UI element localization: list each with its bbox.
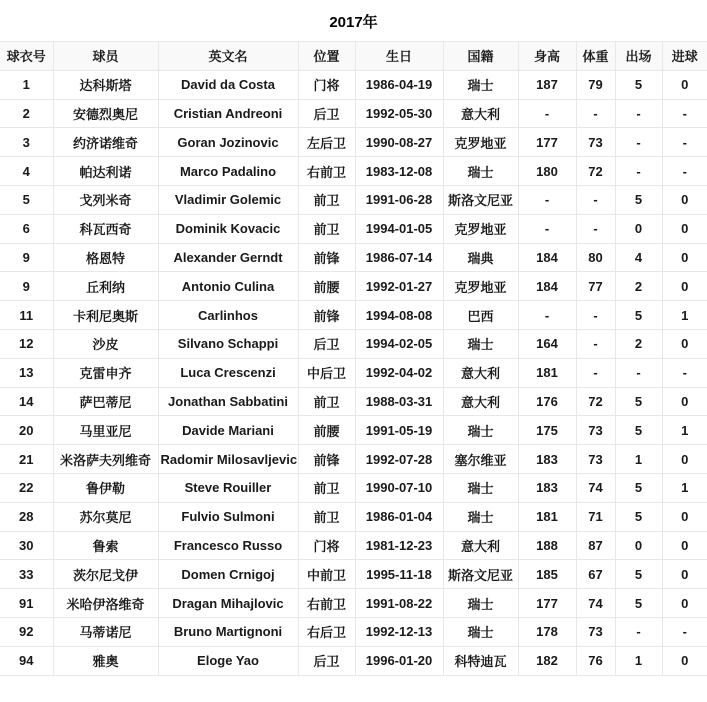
- table-cell: 181: [518, 502, 576, 531]
- table-cell: -: [576, 301, 615, 330]
- table-cell: 意大利: [443, 358, 518, 387]
- table-cell: 0: [662, 502, 707, 531]
- table-cell: 4: [615, 243, 662, 272]
- table-cell: 瑞士: [443, 617, 518, 646]
- table-cell: 5: [615, 589, 662, 618]
- table-cell: 前腰: [298, 416, 355, 445]
- table-cell: -: [518, 99, 576, 128]
- table-cell: 177: [518, 589, 576, 618]
- table-cell: 0: [662, 272, 707, 301]
- table-cell: -: [615, 128, 662, 157]
- table-row: [0, 128, 707, 157]
- table-cell: 72: [576, 157, 615, 186]
- table-cell: 1992-12-13: [355, 617, 443, 646]
- table-row: [0, 589, 707, 618]
- table-cell: 雅奥: [53, 646, 158, 675]
- table-cell: 14: [0, 387, 53, 416]
- table-cell: 达科斯塔: [53, 70, 158, 99]
- table-cell: 21: [0, 445, 53, 474]
- table-cell: 30: [0, 531, 53, 560]
- table-cell: 2: [615, 272, 662, 301]
- table-cell: 1991-08-22: [355, 589, 443, 618]
- table-cell: 1988-03-31: [355, 387, 443, 416]
- table-cell: 72: [576, 387, 615, 416]
- table-cell: 5: [615, 473, 662, 502]
- table-cell: 前锋: [298, 301, 355, 330]
- table-cell: 73: [576, 128, 615, 157]
- table-cell: 马里亚尼: [53, 416, 158, 445]
- table-cell: 左后卫: [298, 128, 355, 157]
- table-cell: 克雷申齐: [53, 358, 158, 387]
- table-cell: 瑞士: [443, 473, 518, 502]
- table-row: [0, 70, 707, 99]
- table-cell: Eloge Yao: [158, 646, 298, 675]
- table-cell: 意大利: [443, 387, 518, 416]
- table-cell: 斯洛文尼亚: [443, 185, 518, 214]
- table-cell: 4: [0, 157, 53, 186]
- table-cell: 前卫: [298, 502, 355, 531]
- table-cell: -: [576, 358, 615, 387]
- table-cell: 5: [615, 416, 662, 445]
- table-cell: 1992-01-27: [355, 272, 443, 301]
- table-cell: 1981-12-23: [355, 531, 443, 560]
- table-cell: 0: [615, 531, 662, 560]
- table-cell: 0: [662, 646, 707, 675]
- table-cell: 177: [518, 128, 576, 157]
- table-cell: -: [662, 128, 707, 157]
- table-cell: -: [518, 301, 576, 330]
- table-cell: David da Costa: [158, 70, 298, 99]
- table-row: [0, 473, 707, 502]
- table-cell: 0: [662, 387, 707, 416]
- table-cell: 安德烈奥尼: [53, 99, 158, 128]
- table-cell: 前卫: [298, 473, 355, 502]
- column-header: 生日: [355, 42, 443, 71]
- roster-table: [0, 41, 707, 676]
- table-cell: 79: [576, 70, 615, 99]
- table-cell: Antonio Culina: [158, 272, 298, 301]
- table-cell: 鲁伊勒: [53, 473, 158, 502]
- table-cell: 73: [576, 617, 615, 646]
- table-cell: 卡利尼奥斯: [53, 301, 158, 330]
- table-cell: 164: [518, 329, 576, 358]
- table-row: [0, 214, 707, 243]
- table-cell: 0: [662, 70, 707, 99]
- table-cell: 门将: [298, 531, 355, 560]
- table-cell: Bruno Martignoni: [158, 617, 298, 646]
- table-cell: Dominik Kovacic: [158, 214, 298, 243]
- table-cell: 马蒂诺尼: [53, 617, 158, 646]
- table-cell: 克罗地亚: [443, 272, 518, 301]
- table-cell: 67: [576, 560, 615, 589]
- table-cell: 斯洛文尼亚: [443, 560, 518, 589]
- table-cell: 1992-05-30: [355, 99, 443, 128]
- table-cell: 前卫: [298, 387, 355, 416]
- table-cell: 183: [518, 473, 576, 502]
- table-cell: Davide Mariani: [158, 416, 298, 445]
- table-cell: 182: [518, 646, 576, 675]
- table-cell: 184: [518, 243, 576, 272]
- table-cell: 5: [615, 70, 662, 99]
- table-cell: 前锋: [298, 243, 355, 272]
- table-cell: 1: [0, 70, 53, 99]
- table-cell: 1994-01-05: [355, 214, 443, 243]
- column-header: 位置: [298, 42, 355, 71]
- column-header: 进球: [662, 42, 707, 71]
- table-cell: -: [615, 617, 662, 646]
- table-cell: 5: [615, 185, 662, 214]
- table-row: [0, 445, 707, 474]
- table-cell: 1990-07-10: [355, 473, 443, 502]
- table-cell: 175: [518, 416, 576, 445]
- table-row: [0, 416, 707, 445]
- table-cell: 1986-04-19: [355, 70, 443, 99]
- table-cell: 1991-06-28: [355, 185, 443, 214]
- table-cell: 约济诺维奇: [53, 128, 158, 157]
- table-cell: -: [576, 214, 615, 243]
- table-row: [0, 617, 707, 646]
- table-cell: 0: [662, 531, 707, 560]
- table-cell: Francesco Russo: [158, 531, 298, 560]
- table-cell: 1991-05-19: [355, 416, 443, 445]
- table-row: [0, 502, 707, 531]
- table-cell: 178: [518, 617, 576, 646]
- table-cell: 6: [0, 214, 53, 243]
- table-cell: 米哈伊洛维奇: [53, 589, 158, 618]
- table-cell: 22: [0, 473, 53, 502]
- table-cell: 1: [615, 646, 662, 675]
- table-cell: 5: [615, 502, 662, 531]
- table-cell: 丘利纳: [53, 272, 158, 301]
- table-cell: 187: [518, 70, 576, 99]
- table-cell: -: [615, 358, 662, 387]
- table-row: [0, 185, 707, 214]
- table-cell: 前卫: [298, 214, 355, 243]
- table-row: [0, 358, 707, 387]
- table-cell: -: [518, 214, 576, 243]
- table-cell: Vladimir Golemic: [158, 185, 298, 214]
- table-cell: 20: [0, 416, 53, 445]
- table-cell: 萨巴蒂尼: [53, 387, 158, 416]
- table-cell: 0: [662, 214, 707, 243]
- table-body: [0, 70, 707, 675]
- table-cell: 1986-01-04: [355, 502, 443, 531]
- table-cell: Fulvio Sulmoni: [158, 502, 298, 531]
- table-cell: 87: [576, 531, 615, 560]
- table-cell: 格恩特: [53, 243, 158, 272]
- column-header: 体重: [576, 42, 615, 71]
- table-cell: Carlinhos: [158, 301, 298, 330]
- column-header: 英文名: [158, 42, 298, 71]
- table-row: [0, 531, 707, 560]
- table-cell: -: [576, 185, 615, 214]
- table-cell: Marco Padalino: [158, 157, 298, 186]
- table-cell: -: [576, 329, 615, 358]
- table-cell: 茨尔尼戈伊: [53, 560, 158, 589]
- table-cell: Steve Rouiller: [158, 473, 298, 502]
- table-cell: 1996-01-20: [355, 646, 443, 675]
- table-cell: Alexander Gerndt: [158, 243, 298, 272]
- table-cell: 1: [615, 445, 662, 474]
- table-cell: 1: [662, 301, 707, 330]
- table-cell: 1: [662, 473, 707, 502]
- table-cell: 瑞典: [443, 243, 518, 272]
- table-cell: 1983-12-08: [355, 157, 443, 186]
- table-cell: 73: [576, 445, 615, 474]
- table-cell: 前卫: [298, 185, 355, 214]
- table-cell: Cristian Andreoni: [158, 99, 298, 128]
- table-cell: 188: [518, 531, 576, 560]
- table-cell: 176: [518, 387, 576, 416]
- table-cell: 5: [615, 387, 662, 416]
- table-cell: 瑞士: [443, 502, 518, 531]
- table-cell: 0: [662, 243, 707, 272]
- table-cell: Jonathan Sabbatini: [158, 387, 298, 416]
- table-cell: 0: [662, 560, 707, 589]
- table-cell: 5: [615, 301, 662, 330]
- table-cell: 185: [518, 560, 576, 589]
- table-row: [0, 387, 707, 416]
- table-cell: 右前卫: [298, 157, 355, 186]
- table-cell: 帕达利诺: [53, 157, 158, 186]
- table-cell: Domen Crnigoj: [158, 560, 298, 589]
- table-cell: 塞尔维亚: [443, 445, 518, 474]
- table-cell: 5: [615, 560, 662, 589]
- table-cell: 77: [576, 272, 615, 301]
- table-cell: 76: [576, 646, 615, 675]
- table-cell: 中后卫: [298, 358, 355, 387]
- table-row: [0, 646, 707, 675]
- table-cell: 沙皮: [53, 329, 158, 358]
- table-cell: 1992-04-02: [355, 358, 443, 387]
- table-cell: 鲁索: [53, 531, 158, 560]
- table-cell: 12: [0, 329, 53, 358]
- table-cell: 克罗地亚: [443, 214, 518, 243]
- table-row: [0, 560, 707, 589]
- table-cell: 1992-07-28: [355, 445, 443, 474]
- table-cell: 瑞士: [443, 70, 518, 99]
- table-row: [0, 272, 707, 301]
- table-cell: 74: [576, 473, 615, 502]
- table-cell: -: [576, 99, 615, 128]
- table-cell: 右前卫: [298, 589, 355, 618]
- column-header: 出场: [615, 42, 662, 71]
- table-cell: 184: [518, 272, 576, 301]
- header-row: [0, 42, 707, 71]
- table-cell: -: [615, 99, 662, 128]
- table-cell: 5: [0, 185, 53, 214]
- table-cell: 73: [576, 416, 615, 445]
- table-cell: 克罗地亚: [443, 128, 518, 157]
- table-cell: 94: [0, 646, 53, 675]
- table-cell: 意大利: [443, 531, 518, 560]
- table-cell: Goran Jozinovic: [158, 128, 298, 157]
- table-cell: 183: [518, 445, 576, 474]
- table-row: [0, 301, 707, 330]
- table-cell: 9: [0, 243, 53, 272]
- table-cell: 后卫: [298, 99, 355, 128]
- table-cell: 戈列米奇: [53, 185, 158, 214]
- table-cell: 后卫: [298, 646, 355, 675]
- table-cell: Dragan Mihajlovic: [158, 589, 298, 618]
- table-cell: 91: [0, 589, 53, 618]
- table-cell: 0: [662, 329, 707, 358]
- table-cell: 意大利: [443, 99, 518, 128]
- table-cell: 科瓦西奇: [53, 214, 158, 243]
- table-row: [0, 99, 707, 128]
- table-cell: 2: [615, 329, 662, 358]
- table-cell: 33: [0, 560, 53, 589]
- table-cell: 3: [0, 128, 53, 157]
- table-cell: 80: [576, 243, 615, 272]
- table-cell: 瑞士: [443, 329, 518, 358]
- table-cell: 0: [662, 445, 707, 474]
- table-cell: 前腰: [298, 272, 355, 301]
- table-cell: -: [662, 617, 707, 646]
- table-cell: 71: [576, 502, 615, 531]
- table-row: [0, 157, 707, 186]
- table-cell: 180: [518, 157, 576, 186]
- table-cell: -: [615, 157, 662, 186]
- page-title: 2017年: [329, 14, 378, 31]
- table-cell: 0: [615, 214, 662, 243]
- table-cell: 苏尔莫尼: [53, 502, 158, 531]
- table-cell: 9: [0, 272, 53, 301]
- table-cell: 门将: [298, 70, 355, 99]
- table-cell: 11: [0, 301, 53, 330]
- column-header: 球衣号: [0, 42, 53, 71]
- table-cell: 0: [662, 589, 707, 618]
- column-header: 球员: [53, 42, 158, 71]
- table-cell: 米洛萨夫列维奇: [53, 445, 158, 474]
- table-cell: 1990-08-27: [355, 128, 443, 157]
- table-cell: 后卫: [298, 329, 355, 358]
- table-cell: -: [662, 358, 707, 387]
- table-cell: 1994-08-08: [355, 301, 443, 330]
- table-cell: 1995-11-18: [355, 560, 443, 589]
- table-cell: 巴西: [443, 301, 518, 330]
- column-header: 国籍: [443, 42, 518, 71]
- table-cell: 中前卫: [298, 560, 355, 589]
- table-cell: 科特迪瓦: [443, 646, 518, 675]
- table-cell: 前锋: [298, 445, 355, 474]
- table-cell: 1: [662, 416, 707, 445]
- column-header: 身高: [518, 42, 576, 71]
- table-cell: Luca Crescenzi: [158, 358, 298, 387]
- table-cell: 瑞士: [443, 589, 518, 618]
- table-cell: 瑞士: [443, 157, 518, 186]
- table-row: [0, 243, 707, 272]
- table-cell: 181: [518, 358, 576, 387]
- table-cell: 74: [576, 589, 615, 618]
- table-cell: 0: [662, 185, 707, 214]
- table-cell: 1986-07-14: [355, 243, 443, 272]
- table-cell: 28: [0, 502, 53, 531]
- table-cell: 92: [0, 617, 53, 646]
- table-cell: 2: [0, 99, 53, 128]
- table-cell: -: [662, 157, 707, 186]
- table-cell: 右后卫: [298, 617, 355, 646]
- table-cell: 瑞士: [443, 416, 518, 445]
- table-cell: Silvano Schappi: [158, 329, 298, 358]
- table-cell: 1994-02-05: [355, 329, 443, 358]
- table-cell: -: [662, 99, 707, 128]
- table-cell: 13: [0, 358, 53, 387]
- table-row: [0, 329, 707, 358]
- table-cell: Radomir Milosavljevic: [158, 445, 298, 474]
- table-cell: -: [518, 185, 576, 214]
